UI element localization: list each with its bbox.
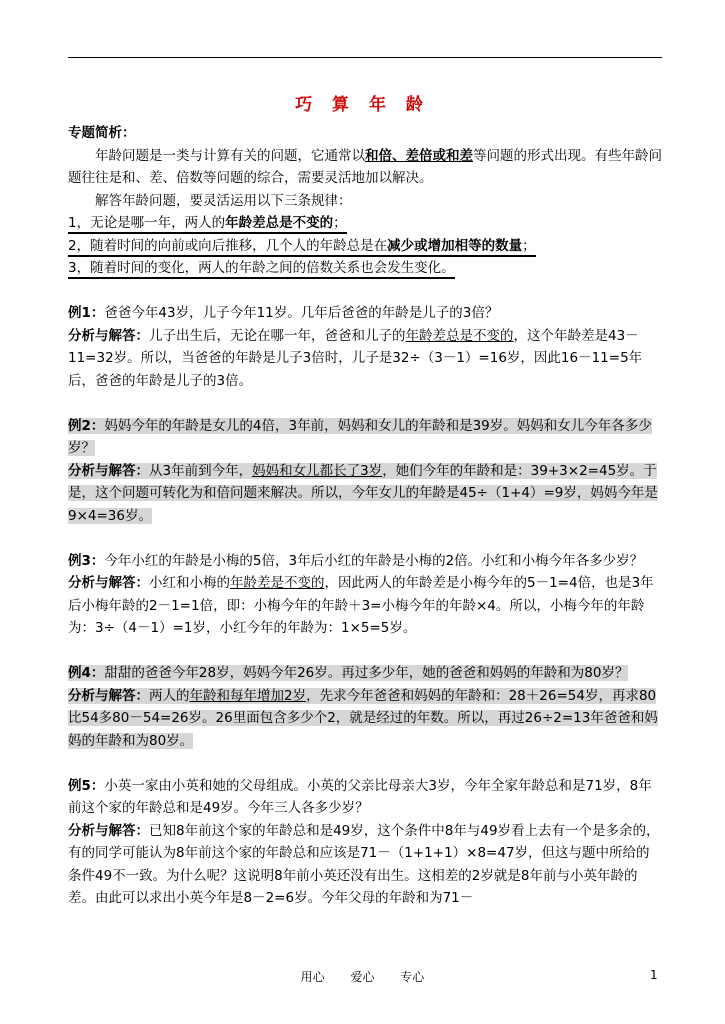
example-3-answer: 分析与解答：小红和小梅的年龄差是不变的，因此两人的年龄差是小梅今年的5－1=4倍，也是3年后小梅年龄的2－1=1倍，即：小梅今年的年龄＋3=小梅今年的年龄×4。所以，小梅今年的年龄为：3÷（4－1）=1岁，小红今年的年龄为：1×5=5岁。 [68, 575, 654, 636]
example-2-question: 例2：妈妈今年的年龄是女儿的4倍，3年前，妈妈和女儿的年龄和是39岁。妈妈和女儿今年各多少岁？ [68, 417, 652, 456]
header-rule [68, 57, 662, 58]
example-1-answer: 分析与解答：儿子出生后，无论在哪一年，爸爸和儿子的年龄差总是不变的，这个年龄差是43－11=32岁。所以，当爸爸的年龄是儿子3倍时，儿子是32÷（3－1）=16岁，因此16－11=5年后，爸爸的年龄是儿子的3倍。 [68, 327, 643, 389]
example-1-question: 例1：爸爸今年43岁，儿子今年11岁。几年后爸爸的年龄是儿子的3倍？ [68, 305, 499, 321]
example-5-answer: 分析与解答：已知8年前这个家的年龄总和是49岁，这个条件中8年与49岁看上去有一个是多余的，有的同学可能认为8年前这个家的年龄总和应该是71－（1+1+1）×8=47岁，但这与题中所给的条件49不一致。为什么呢？这说明8年前小英还没有出生。这相差的2岁就是8年前与小英年龄的差。由此可以求出小英今年是8－2=6岁。今年父母的年龄和为71－ [68, 822, 660, 906]
example-4-question: 例4：甜甜的爸爸今年28岁，妈妈今年26岁。再过多少年，她的爸爸和妈妈的年龄和为80岁？ [68, 665, 629, 681]
page-number: 1 [650, 968, 658, 982]
intro-paragraph-2: 解答年龄问题，要灵活运用以下三条规律： [95, 192, 352, 209]
example-2-answer: 分析与解答：从3年前到今年，妈妈和女儿都长了3岁，她们今年的年龄和是：39+3×2=45岁。于是，这个问题可转化为和倍问题来解决。所以，今年女儿的年龄是45÷（1+4）=9岁，妈妈今年是9×4=36岁。 [68, 462, 658, 524]
rule-2: 2，随着时间的向前或向后推移，几个人的年龄总是在减少或增加相等的数量； [68, 235, 662, 258]
intro-paragraph-1: 年龄问题是一类与计算有关的问题，它通常以和倍、差倍或和差等问题的形式出现。有些年龄问题往往是和、差、倍数等问题的综合，需要灵活地加以解决。 [68, 147, 662, 186]
example-4-answer: 分析与解答：两人的年龄和每年增加2岁，先求今年爸爸和妈妈的年龄和：28＋26=54岁，再求80比54多80－54=26岁。26里面包含多少个2，就是经过的年数。所以，再过26÷2=13年爸爸和妈妈的年龄和为80岁。 [68, 687, 658, 749]
intro-heading: 专题简析： [68, 125, 136, 141]
rule-3: 3，随着时间的变化，两人的年龄之间的倍数关系也会发生变化。 [68, 257, 662, 280]
document-body [68, 122, 662, 910]
page-title: 巧 算 年 龄 [295, 95, 430, 115]
rule-1: 1，无论是哪一年，两人的年龄差总是不变的； [68, 212, 662, 235]
keyword-hebei: 和倍、差倍或和差 [365, 147, 473, 164]
example-3-question: 例3：今年小红的年龄是小梅的5倍，3年后小红的年龄是小梅的2倍。小红和小梅今年各多少岁？ [68, 552, 644, 569]
page-footer: 用心 爱心 专心 [300, 970, 425, 984]
example-5-question: 例5：小英一家由小英和她的父母组成。小英的父亲比母亲大3岁，今年全家年龄总和是71岁，8年前这个家的年龄总和是49岁。今年三人各多少岁？ [68, 777, 652, 816]
